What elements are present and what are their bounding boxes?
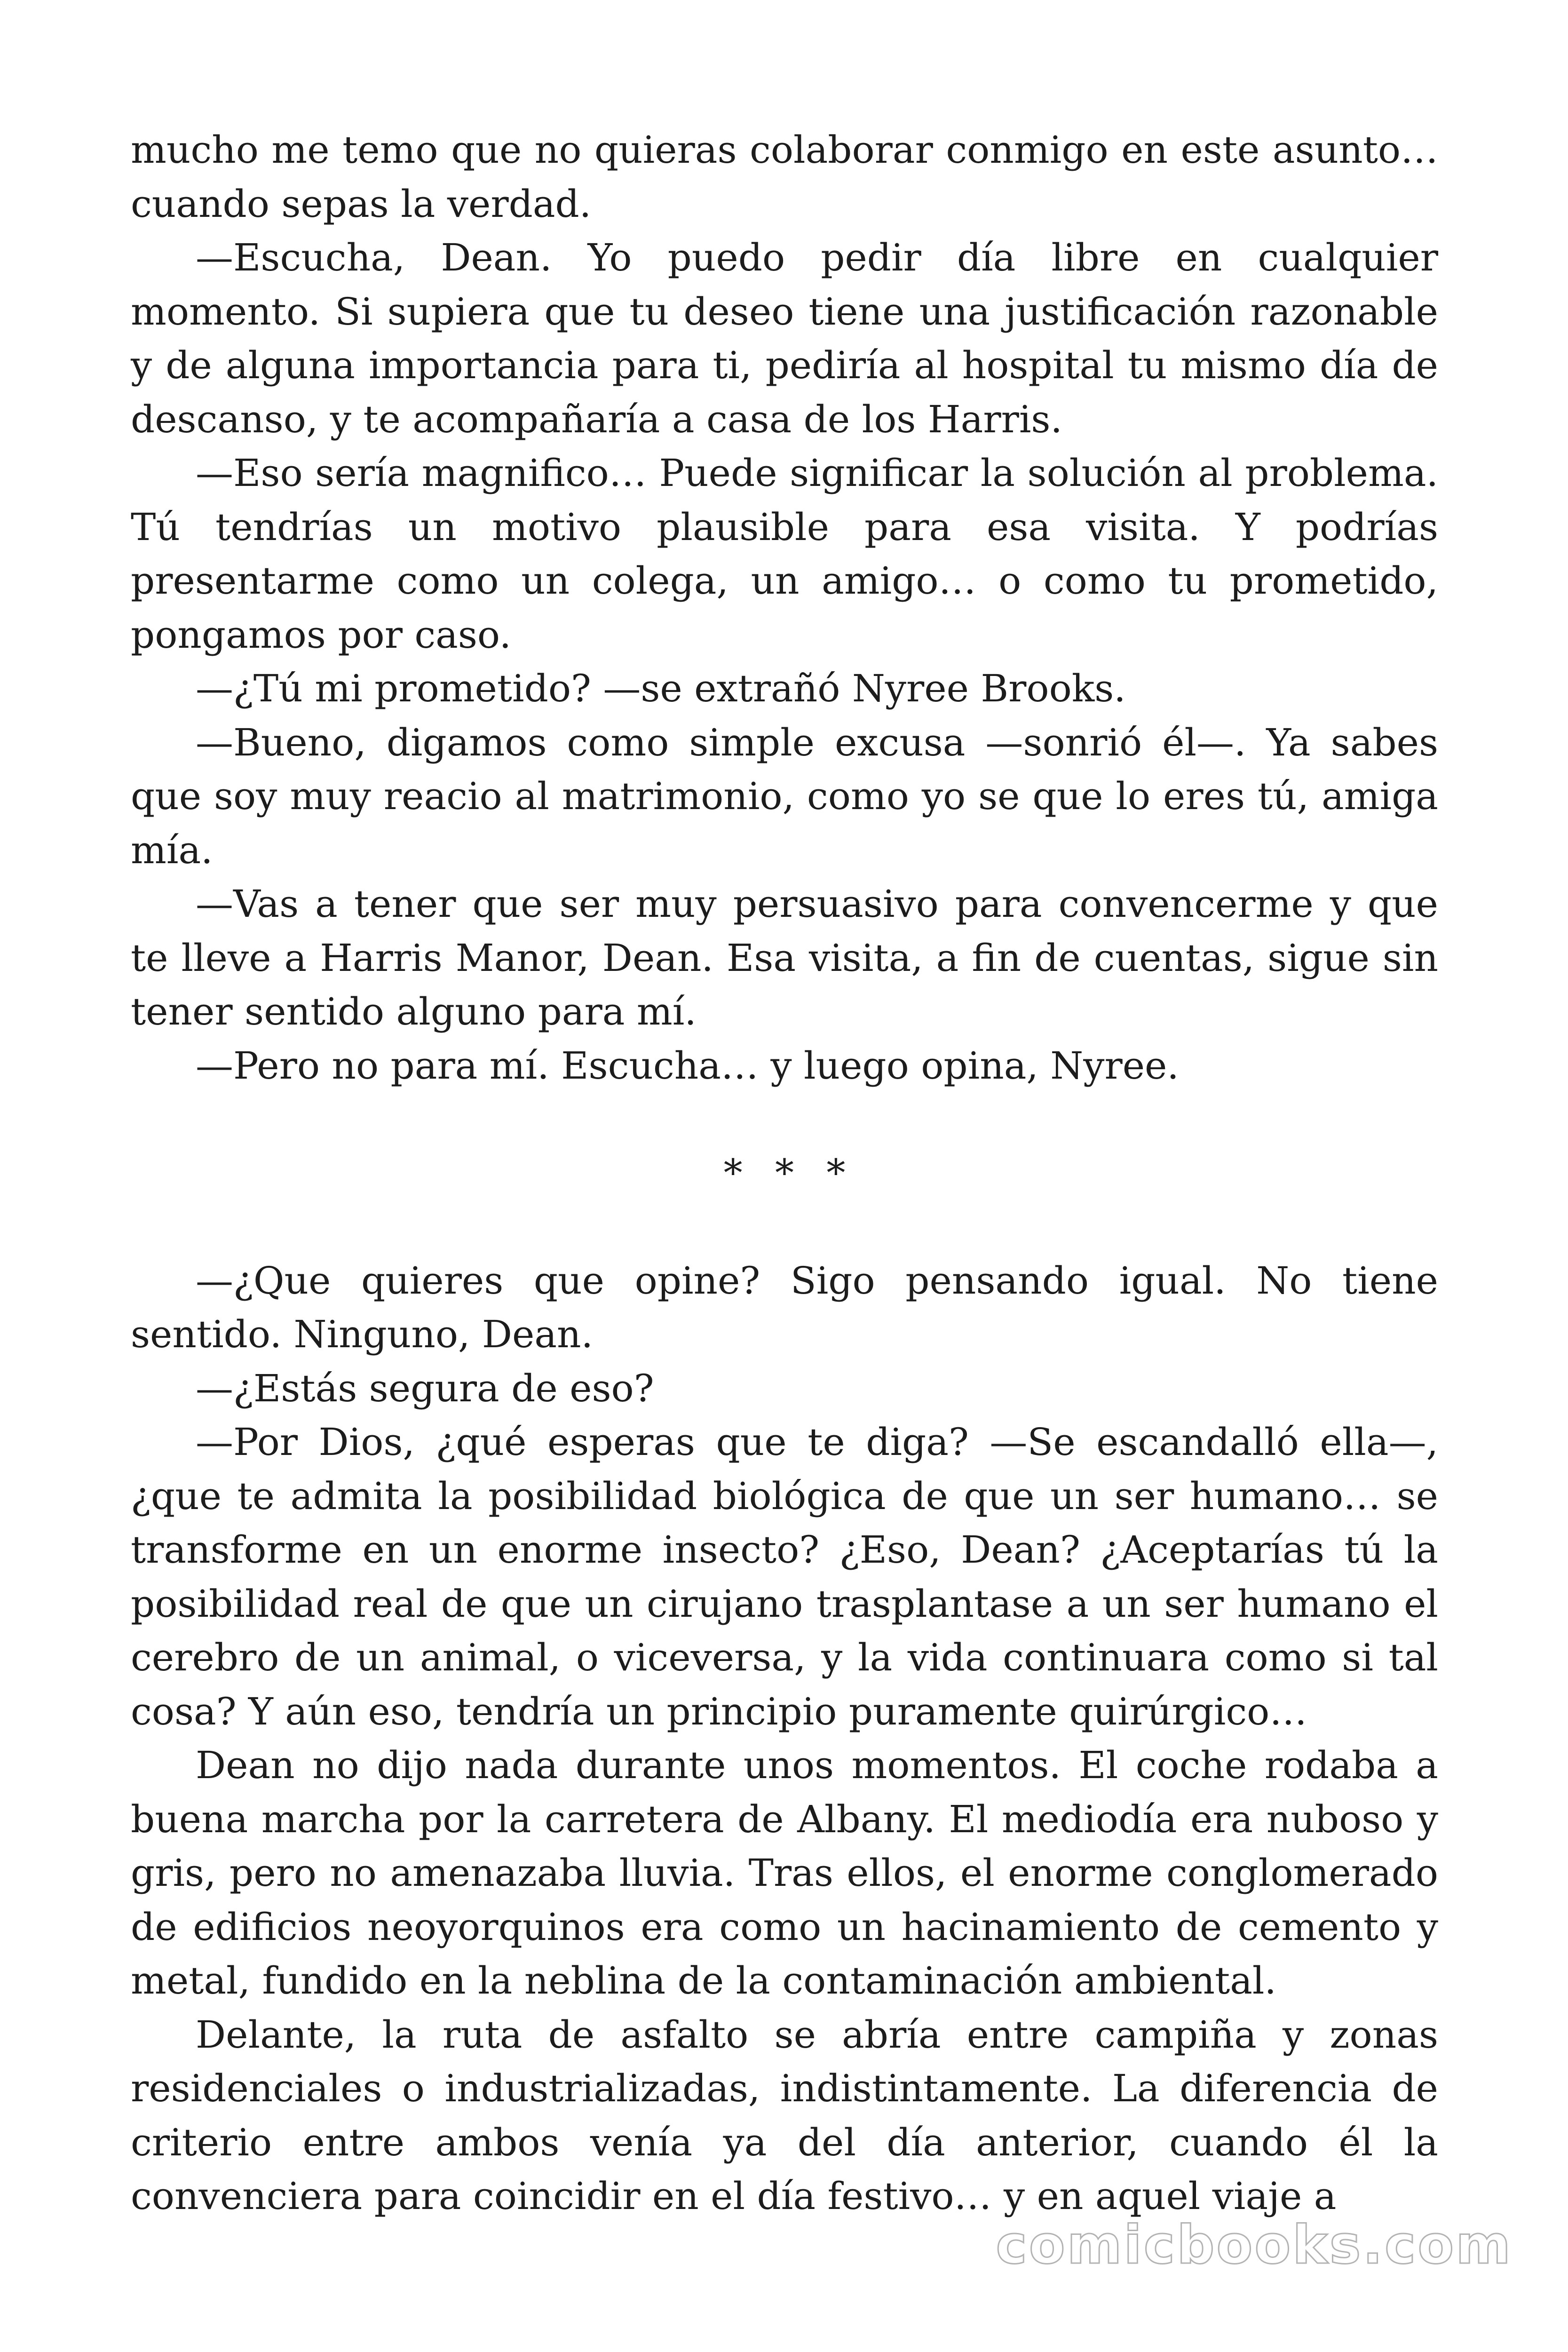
paragraph: —¿Tú mi prometido? —se extrañó Nyree Brooks. bbox=[196, 667, 1126, 710]
body-text bbox=[131, 123, 1438, 2224]
paragraph: —Pero no para mí. Escucha… y luego opina, Nyree. bbox=[196, 1043, 1179, 1088]
paragraph: Delante, la ruta de asfalto se abría entre campiña y zonas residenciales o industrializadas, indistintamente. La diferencia de criterio entre ambos venía ya del día anterior, cuando él la convenciera para coincidir en el día festivo… y en aquel viaje a bbox=[131, 2012, 1438, 2218]
scene-break: * * * bbox=[723, 1151, 856, 1195]
paragraph: —¿Que quieres que opine? Sigo pensando igual. No tiene sentido. Ninguno, Dean. bbox=[131, 1258, 1438, 1356]
watermark-logo: comicbooks.com bbox=[996, 2215, 1513, 2276]
paragraph: —Escucha, Dean. Yo puedo pedir día libre en cualquier momento. Si supiera que tu deseo tiene una justificación razonable y de alguna importancia para ti, pediría al hospital tu mismo día de descanso, y te acompañaría a casa de los Harris. bbox=[131, 236, 1438, 441]
paragraph: —¿Estás segura de eso? bbox=[196, 1366, 654, 1410]
paragraph: —Por Dios, ¿qué esperas que te diga? —Se escandalló ella—, ¿que te admita la posibilidad biológica de que un ser humano… se transforme en un enorme insecto? ¿Eso, Dean? ¿Aceptarías tú la posibilidad real de que un cirujano trasplantase a un ser humano el cerebro de un animal, o viceversa, y la vida continuara como si tal cosa? Y aún eso, tendría un principio puramente quirúrgico… bbox=[131, 1420, 1438, 1733]
paragraph: —Eso sería magnifico… Puede significar la solución al problema. Tú tendrías un motivo plausible para esa visita. Y podrías presentarme como un colega, un amigo… o como tu prometido, pongamos por caso. bbox=[131, 451, 1438, 657]
paragraph: mucho me temo que no quieras colaborar conmigo en este asunto… cuando sepas la verdad. bbox=[131, 128, 1438, 226]
paragraph: —Bueno, digamos como simple excusa —sonrió él—. Ya sabes que soy muy reacio al matrimonio, como yo se que lo eres tú, amiga mía. bbox=[131, 720, 1438, 872]
paragraph: —Vas a tener que ser muy persuasivo para convencerme y que te lleve a Harris Manor, Dean. Esa visita, a fin de cuentas, sigue sin tener sentido alguno para mí. bbox=[131, 882, 1438, 1033]
paragraph: Dean no dijo nada durante unos momentos. El coche rodaba a buena marcha por la carretera de Albany. El mediodía era nuboso y gris, pero no amenazaba lluvia. Tras ellos, el enorme conglomerado de edificios neoyorquinos era como un hacinamiento de cemento y metal, fundido en la neblina de la contaminación ambiental. bbox=[131, 1743, 1438, 2002]
